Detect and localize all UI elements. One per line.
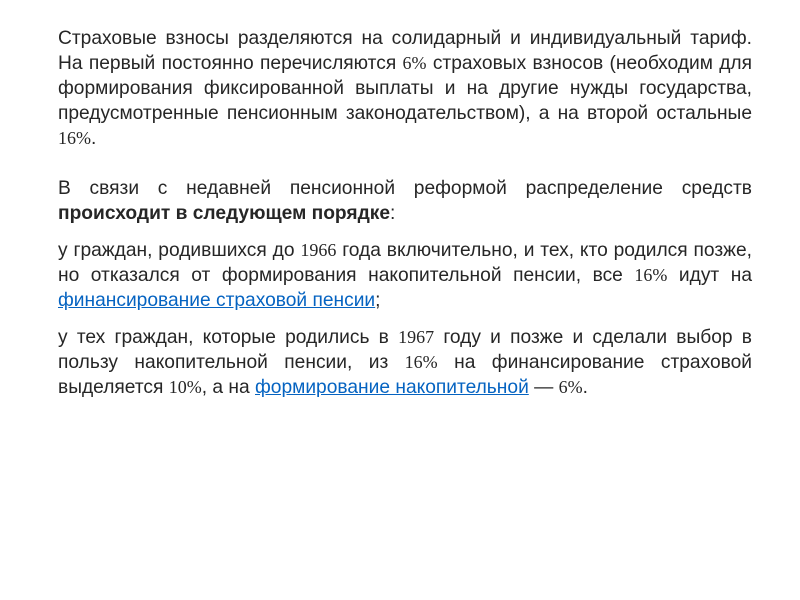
paragraph-text: на финансирование страховой выделяется: [58, 352, 752, 398]
paragraph-text: году и позже и сделали выбор в пользу накопительной пенсии, из: [58, 327, 753, 373]
paragraph-text: у граждан, родившихся до: [58, 240, 301, 261]
insurance-pension-financing-link[interactable]: финансирование страховой пенсии: [58, 290, 376, 311]
paragraph-text: —: [528, 377, 559, 398]
paragraph-text: года включительно, и тех, кто родился позже, но отказался от формирования накопительной пенсии, все: [58, 240, 752, 286]
paragraph-text: идут на: [667, 265, 753, 286]
paragraph-text: у тех граждан, которые родились в: [58, 327, 399, 348]
paragraph-text: .: [91, 128, 97, 149]
bold-phrase: происходит в следующем порядке: [58, 203, 391, 224]
paragraph-text: ;: [375, 290, 381, 311]
year-value: 1966: [300, 240, 337, 260]
paragraph-text: В связи с недавней пенсионной реформой распределение средств: [58, 178, 752, 199]
paragraph-born-1967-and-later: [58, 325, 752, 400]
slide-text-body: [58, 26, 752, 400]
paragraph-text: Страховые взносы разделяются на солидарный и индивидуальный тариф. На первый постоянно перечисляются: [58, 28, 752, 74]
percent-value: 16%: [634, 265, 668, 285]
percent-value: 16%: [58, 128, 91, 148]
paragraph-text: .: [582, 377, 588, 398]
percent-value: 16%: [404, 352, 438, 372]
year-value: 1967: [398, 327, 435, 347]
paragraph-text: :: [390, 203, 396, 224]
percent-value: 6%: [558, 377, 583, 397]
paragraph-contribution-tariffs: [58, 26, 752, 151]
paragraph-reform-intro: [58, 176, 752, 226]
funded-pension-formation-link[interactable]: формирование накопительной: [255, 377, 529, 398]
paragraph-text: страховых взносов (необходим для формирования фиксированной выплаты и на другие нужды государства, предусмотренные пенсионным законодательством), а на второй остальные: [58, 53, 752, 124]
paragraph-born-before-1966: [58, 238, 752, 313]
paragraph-text: , а на: [201, 377, 255, 398]
percent-value: 6%: [402, 53, 427, 73]
percent-value: 10%: [168, 377, 202, 397]
